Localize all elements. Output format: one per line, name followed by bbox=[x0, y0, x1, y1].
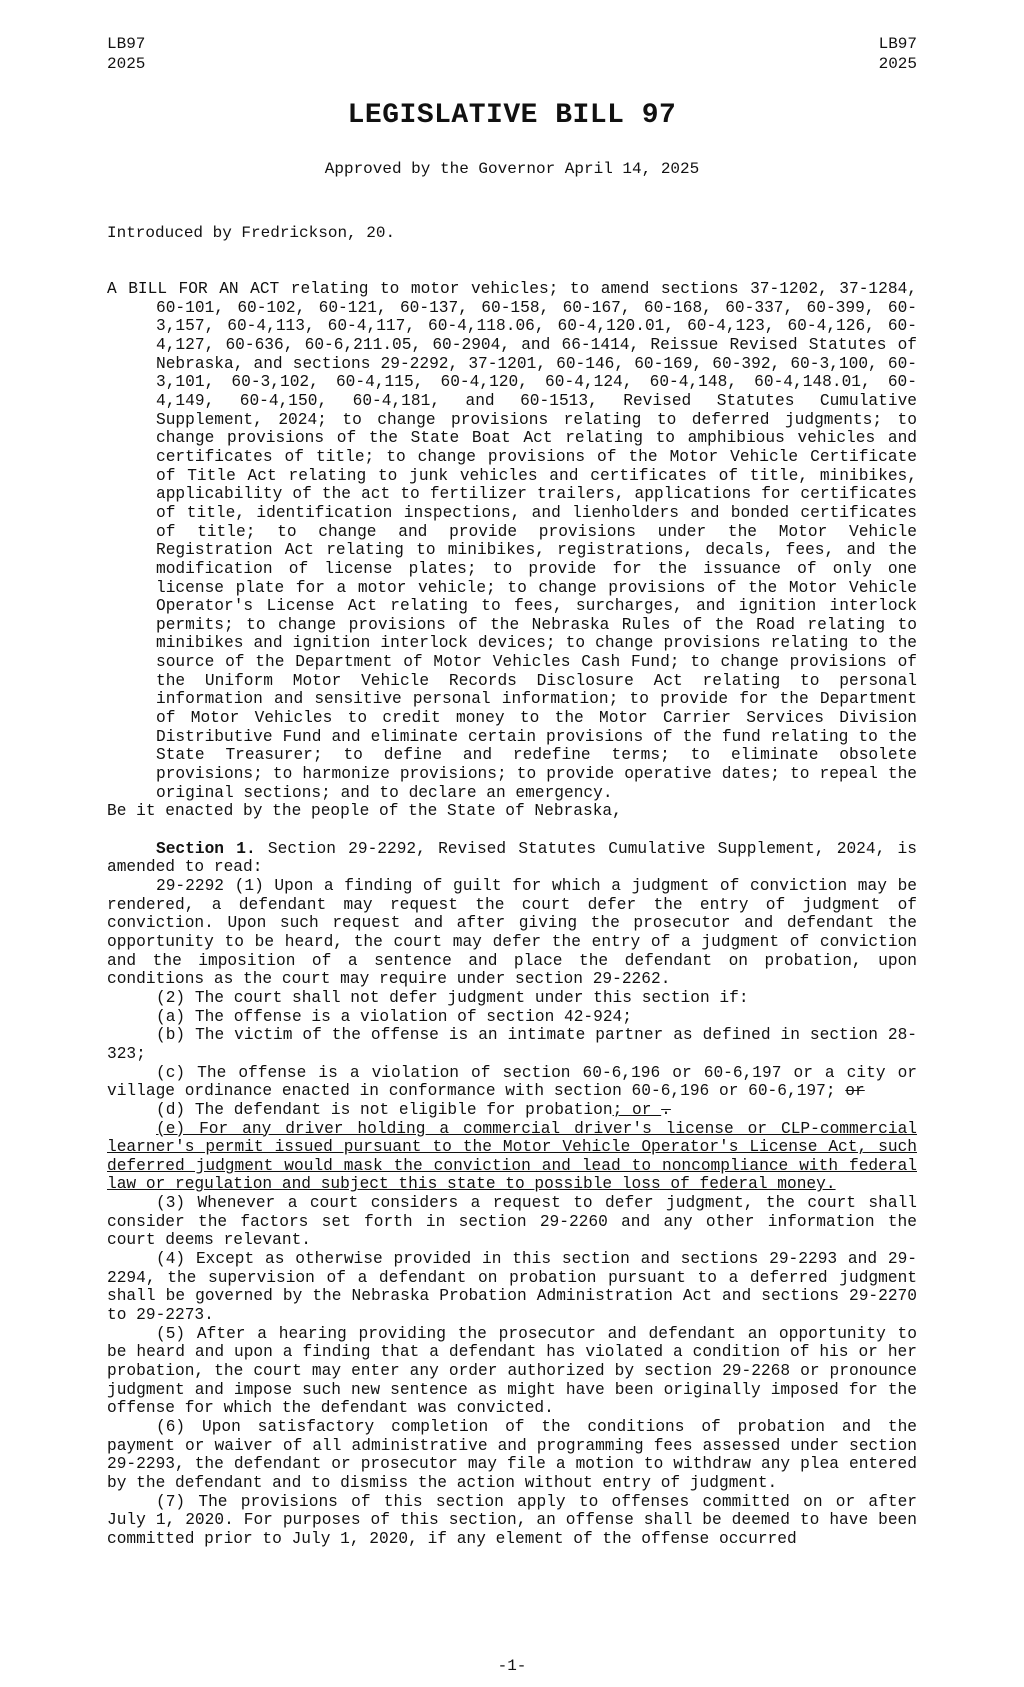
header-right-year: 2025 bbox=[878, 55, 917, 73]
section-spacer bbox=[107, 821, 917, 840]
section-1-item-a: (a) The offense is a violation of section 42-924; bbox=[156, 1007, 632, 1026]
section-1-item-c bbox=[107, 1064, 917, 1101]
item-c-struck-or: or bbox=[845, 1082, 865, 1101]
bill-caption: A BILL FOR AN ACT relating to motor vehicles; to amend sections 37-1202, 37-1284, 60-101, 60-102, 60-121, 60-137, 60-158, 60-167, 60-168, 60-337, 60-399, 60-3,157, 60-4,113, 60-4,117, 60-4,118.06, 60-4,120.01, 60-4,123, 60-4,126, 60-4,127, 60-636, 60-6,211.05, 60-2904, and 66-1414, Reissue Revised Statutes of Nebraska, and sections 29-2292, 37-1201, 60-146, 60-169, 60-392, 60-3,100, 60-3,101, 60-3,102, 60-4,115, 60-4,120, 60-4,124, 60-4,148, 60-4,148.01, 60-4,149, 60-4,150, 60-4,181, and 60-1513, Revised Statutes Cumulative Supplement, 2024; to change provisions relating to deferred judgments; to change provisions of the State Boat Act relating to amphibious vehicles and certificates of title; to change provisions of the Motor Vehicle Certificate of Title Act relating to junk vehicles and certificates of title, minibikes, applicability of the act to fertilizer trailers, applications for certificates of title, identification inspections, and lienholders and bonded certificates of title; to change and provide provisions under the Motor Vehicle Registration Act relating to minibikes, registrations, decals, fees, and the modification of license plates; to provide for the issuance of only one license plate for a motor vehicle; to change provisions of the Motor Vehicle Operator's License Act relating to fees, surcharges, and ignition interlock permits; to change provisions of the Nebraska Rules of the Road relating to minibikes and ignition interlock devices; to change provisions relating to the source of the Department of Motor Vehicles Cash Fund; to change provisions of the Uniform Motor Vehicle Records Disclosure Act relating to personal information and sensitive personal information; to provide for the Department of Motor Vehicles to credit money to the Motor Carrier Services Division Distributive Fund and eliminate certain provisions of the fund relating to the State Treasurer; to define and redefine terms; to eliminate obsolete provisions; to harmonize provisions; to provide operative dates; to repeal the original sections; and to declare an emergency. bbox=[107, 280, 917, 802]
header-left-bill: LB97 bbox=[107, 35, 146, 53]
section-1-subsection-2: (2) The court shall not defer judgment under this section if: bbox=[156, 988, 749, 1007]
section-1-subsection-5: (5) After a hearing providing the prosecutor and defendant an opportunity to be heard and upon a finding that a defendant has violated a condition of his or her probation, the court may enter any order authorized by section 29-2268 or pronounce judgment and impose such new sentence as might have been originally imposed for the offense for which the defendant was convicted. bbox=[107, 1324, 917, 1418]
item-e-inserted: (e) For any driver holding a commercial driver's license or CLP-commercial learner's permit issued pursuant to the Motor Vehicle Operator's License Act, such deferred judgment would mask the conviction and lead to noncompliance with federal law or regulation and subject this state to possible loss of federal money. bbox=[107, 1119, 917, 1194]
section-1-item-b: (b) The victim of the offense is an intimate partner as defined in section 28-323; bbox=[107, 1026, 917, 1063]
bill-body bbox=[107, 280, 917, 1549]
header-right-bill: LB97 bbox=[878, 35, 917, 53]
section-1-subsection-6: (6) Upon satisfactory completion of the conditions of probation and the payment or waiver of all administrative and programming fees assessed under section 29-2293, the defendant or prosecutor may file a motion to withdraw any plea entered by the defendant and to dismiss the action without entry of judgment. bbox=[107, 1418, 917, 1492]
section-1-subsection-3: (3) Whenever a court considers a request to defer judgment, the court shall consider the factors set forth in section 29-2260 and any other information the court deems relevant. bbox=[107, 1194, 917, 1250]
header-left bbox=[107, 34, 145, 74]
page-title: LEGISLATIVE BILL 97 bbox=[347, 100, 677, 131]
header-right bbox=[879, 34, 917, 74]
page-number: -1- bbox=[497, 1657, 527, 1675]
approval-line: Approved by the Governor April 14, 2025 bbox=[324, 160, 700, 178]
section-1-intro-text: Section 29-2292, Revised Statutes Cumulative Supplement, 2024, is amended to read: bbox=[107, 839, 917, 877]
section-1-subsection-1: 29-2292 (1) Upon a finding of guilt for which a judgment of conviction may be rendered, a defendant may request the court defer the entry of judgment of conviction. Upon such request and after giving the prosecutor and defendant the opportunity to be heard, the court may defer the entry of a judgment of conviction and the imposition of a sentence and place the defendant on probation, upon conditions as the court may require under section 29-2262. bbox=[107, 876, 917, 989]
item-c-text: (c) The offense is a violation of section 60-6,196 or 60-6,197 or a city or village ordinance enacted in conformance with section 60-6,196 or 60-6,197; bbox=[107, 1063, 917, 1101]
section-1-subsection-4: (4) Except as otherwise provided in this section and sections 29-2293 and 29-2294, the supervision of a defendant on probation pursuant to a deferred judgment shall be governed by the Nebraska Probation Administration Act and sections 29-2270 to 29-2273. bbox=[107, 1250, 917, 1325]
section-1-heading: Section 1. bbox=[156, 839, 256, 858]
header-left-year: 2025 bbox=[107, 55, 146, 73]
section-1-item-d bbox=[107, 1101, 917, 1120]
introduced-by: Introduced by Fredrickson, 20. bbox=[107, 224, 396, 242]
section-1-subsection-7: (7) The provisions of this section apply to offenses committed on or after July 1, 2020. For purposes of this section, an offense shall be deemed to have been committed prior to July 1, 2020, if any element of the offense occurred bbox=[107, 1492, 917, 1548]
section-1-intro bbox=[107, 840, 917, 877]
item-d-struck: . bbox=[661, 1100, 671, 1119]
item-d-inserted: ; or bbox=[612, 1100, 662, 1119]
item-d-text: (d) The defendant is not eligible for probation bbox=[156, 1100, 613, 1119]
section-1-item-e bbox=[107, 1120, 917, 1195]
enacting-clause: Be it enacted by the people of the State of Nebraska, bbox=[107, 802, 622, 821]
